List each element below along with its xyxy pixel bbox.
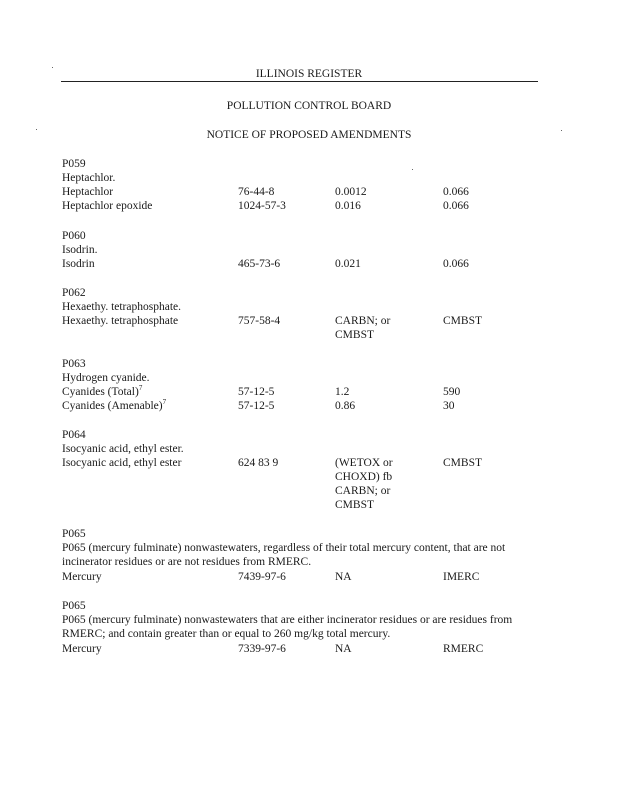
cas-number: 57-12-5	[238, 400, 275, 412]
scan-speck	[412, 169, 413, 170]
waste-name: Hexaethy. tetraphosphate.	[62, 301, 181, 313]
wastewater-standard: 0.016	[335, 200, 361, 212]
constituent: Mercury	[62, 643, 102, 655]
waste-code: P063	[62, 358, 86, 370]
waste-name: Heptachlor.	[62, 172, 116, 184]
constituent-text: Cyanides (Total)	[62, 386, 139, 398]
waste-code: P065	[62, 600, 86, 612]
waste-code: P062	[62, 287, 86, 299]
waste-code: P059	[62, 158, 86, 170]
constituent-text: Cyanides (Amenable)	[62, 400, 163, 412]
wastewater-standard-cont: CMBST	[335, 329, 374, 341]
nonwastewater-standard: RMERC	[443, 643, 484, 655]
cas-number: 465-73-6	[238, 258, 281, 270]
cas-number: 1024-57-3	[238, 200, 286, 212]
wastewater-standard: NA	[335, 571, 352, 583]
waste-name: Hydrogen cyanide.	[62, 372, 150, 384]
footnote-mark: 7	[138, 384, 143, 393]
wastewater-standard: CARBN; or	[335, 315, 391, 327]
waste-code: P064	[62, 429, 86, 441]
register-title: ILLINOIS REGISTER	[255, 68, 363, 80]
constituent	[62, 385, 142, 399]
nonwastewater-standard: 30	[443, 400, 455, 412]
scan-speck	[561, 130, 562, 131]
wastewater-standard: NA	[335, 643, 352, 655]
nonwastewater-standard: 0.066	[443, 200, 469, 212]
waste-description: P065 (mercury fulminate) nonwastewaters, regardless of their total mercury content, that are not incinerator residues or are not residues from RMERC.	[62, 542, 506, 568]
waste-name: Isocyanic acid, ethyl ester.	[62, 443, 184, 455]
cas-number: 624 83 9	[238, 457, 279, 469]
wastewater-standard: 0.86	[335, 400, 356, 412]
waste-description: P065 (mercury fulminate) nonwastewaters that are either incinerator residues or are residues from RMERC; and contain greater than or equal to 260 mg/kg total mercury.	[62, 614, 513, 640]
constituent: Heptachlor epoxide	[62, 200, 153, 212]
scan-speck	[52, 67, 53, 68]
cas-number: 57-12-5	[238, 386, 275, 398]
cas-number: 7439-97-6	[238, 571, 286, 583]
constituent: Heptachlor	[62, 186, 114, 198]
wastewater-standard-cont: CHOXD) fb	[335, 471, 393, 483]
nonwastewater-standard: 0.066	[443, 186, 469, 198]
constituent: Hexaethy. tetraphosphate	[62, 315, 179, 327]
wastewater-standard: 0.0012	[335, 186, 367, 198]
wastewater-standard: (WETOX or	[335, 457, 393, 469]
constituent: Isocyanic acid, ethyl ester	[62, 457, 182, 469]
wastewater-standard-cont: CMBST	[335, 499, 374, 511]
waste-name: Isodrin.	[62, 244, 98, 256]
nonwastewater-standard: CMBST	[443, 457, 482, 469]
footnote-mark: 7	[162, 398, 167, 407]
waste-code: P065	[62, 528, 86, 540]
wastewater-standard-cont: CARBN; or	[335, 485, 391, 497]
cas-number: 757-58-4	[238, 315, 281, 327]
constituent	[62, 399, 166, 413]
header-rule	[61, 81, 538, 82]
cas-number: 7339-97-6	[238, 643, 286, 655]
wastewater-standard: 1.2	[335, 386, 350, 398]
constituent: Mercury	[62, 571, 102, 583]
agency-title: POLLUTION CONTROL BOARD	[226, 100, 392, 112]
wastewater-standard: 0.021	[335, 258, 361, 270]
scan-speck	[36, 129, 37, 130]
constituent: Isodrin	[62, 258, 95, 270]
notice-title: NOTICE OF PROPOSED AMENDMENTS	[206, 129, 412, 141]
cas-number: 76-44-8	[238, 186, 275, 198]
nonwastewater-standard: IMERC	[443, 571, 480, 583]
nonwastewater-standard: 590	[443, 386, 461, 398]
waste-code: P060	[62, 230, 86, 242]
nonwastewater-standard: CMBST	[443, 315, 482, 327]
nonwastewater-standard: 0.066	[443, 258, 469, 270]
